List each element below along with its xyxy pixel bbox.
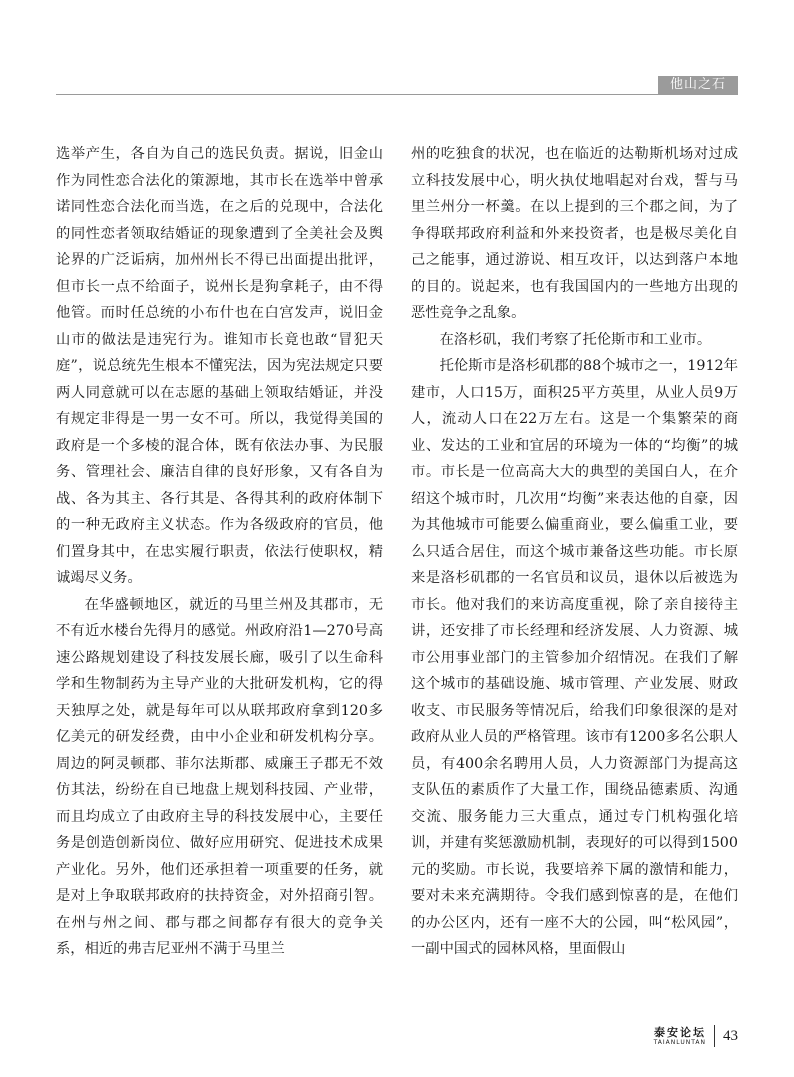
paragraph: 在洛杉矶，我们考察了托伦斯市和工业市。 xyxy=(439,331,712,348)
footer-divider xyxy=(714,1025,715,1047)
header-rule xyxy=(56,94,738,95)
magazine-logo xyxy=(654,1026,706,1047)
paragraph: 在华盛顿地区，就近的马里兰州及其郡市，无不有近水楼台先得月的感觉。州政府沿1—270号高速公路规划建设了科技发展长廊，吸引了以生命科学和生物制药为主导产业的大批研发机构，它的得天独厚之处，就是每年可以从联邦政府拿到120多亿美元的研发经费，由中小企业和研发机构分享。周边的阿灵顿郡、菲尔法斯郡、威廉王子郡无不效仿其法，纷纷在自已地盘上规划科技园、产业带，而且均成立了由政府主导的科技发展中心，主要任务是创造创新岗位、做好应用研究、促进技术成果产业化。另外，他们还承担着一项重要的任务，就是对上争取联邦政府的扶持资金，对外招商引智。在州与州之间、郡与郡之间都存有很大的竞争关系，相近的弗吉尼亚州不满于马里兰 xyxy=(56,596,383,957)
magazine-name: 泰安论坛 xyxy=(654,1025,706,1039)
paragraph: 托伦斯市是洛杉矶郡的88个城市之一，1912年建市，人口15万，面积25平方英里，从业人员9万人，流动人口在22万左右。这是一个集繁荣的商业、发达的工业和宜居的环境为一体的“均衡”的城市。市长是一位高高大大的典型的美国白人，在介绍这个城市时，几次用“均衡”来表达他的自豪，因为其他城市可能要么偏重商业，要么偏重工业，要么只适合居住，而这个城市兼备这些功能。市长原来是洛杉矶郡的一名官员和议员，退休以后被选为市长。他对我们的来访高度重视，除了亲自接待主讲，还安排了市长经理和经济发展、人力资源、城市公用事业部门的主管参加介绍情况。在我们了解这个城市的基础设施、城市管理、产业发展、财政收支、市民服务等情况后，给我们印象很深的是对政府从业人员的严格管理。该市有1200多名公职人员，有400余名聘用人员，人力资源部门为提高这支队伍的素质作了大量工作，围绕品德素质、沟通交流、服务能力三大重点，通过专门机构强化培训，并建有奖惩激励机制，表现好的可以得到1500元的奖励。市长说，我要培养下属的激情和能力，要对未来充满期待。令我们感到惊喜的是，在他们的办公区内，还有一座不大的公园，叫“松风园”，一副中国式的园林风格，里面假山 xyxy=(411,358,738,957)
magazine-name-pinyin: TAIANLUNTAN xyxy=(653,1038,706,1046)
page-footer xyxy=(654,1022,738,1050)
right-column xyxy=(411,141,738,963)
paragraph: 州的吃独食的状况，也在临近的达勒斯机场对过成立科技发展中心，明火执仗地唱起对台戏，誓与马里兰州分一杯羹。在以上提到的三个郡之间，为了争得联邦政府利益和外来投资者，也是极尽美化自己之能事，通过游说、相互攻讦，以达到落户本地的目的。说起来，也有我国国内的一些地方出现的恶性竞争之乱象。 xyxy=(411,146,738,321)
section-tag: 他山之石 xyxy=(658,76,738,94)
left-column xyxy=(56,141,383,963)
article-body xyxy=(56,141,738,963)
page-number: 43 xyxy=(723,1027,738,1044)
paragraph: 选举产生，各自为自己的选民负责。据说，旧金山作为同性恋合法化的策源地，其市长在选举中曾承诺同性恋合法化而当选，在之后的兑现中，合法化的同性恋者领取结婚证的现象遭到了全美社会及舆论界的广泛诟病，加州州长不得已出面提出批评，但市长一点不给面子，说州长是狗拿耗子，由不得他管。而时任总统的小布什也在白宫发声，说旧金山市的做法是违宪行为。谁知市长竟也敢“冒犯天庭”，说总统先生根本不懂宪法，因为宪法规定只要两人同意就可以在志愿的基础上领取结婚证，并没有规定非得是一男一女不可。所以，我觉得美国的政府是一个多棱的混合体，既有依法办事、为民服务、管理社会、廉洁自律的良好形象，又有各自为战、各为其主、各行其是、各得其利的政府体制下的一种无政府主义状态。作为各级政府的官员，他们置身其中，在忠实履行职责，依法行使职权，精诚竭尽义务。 xyxy=(56,146,383,586)
